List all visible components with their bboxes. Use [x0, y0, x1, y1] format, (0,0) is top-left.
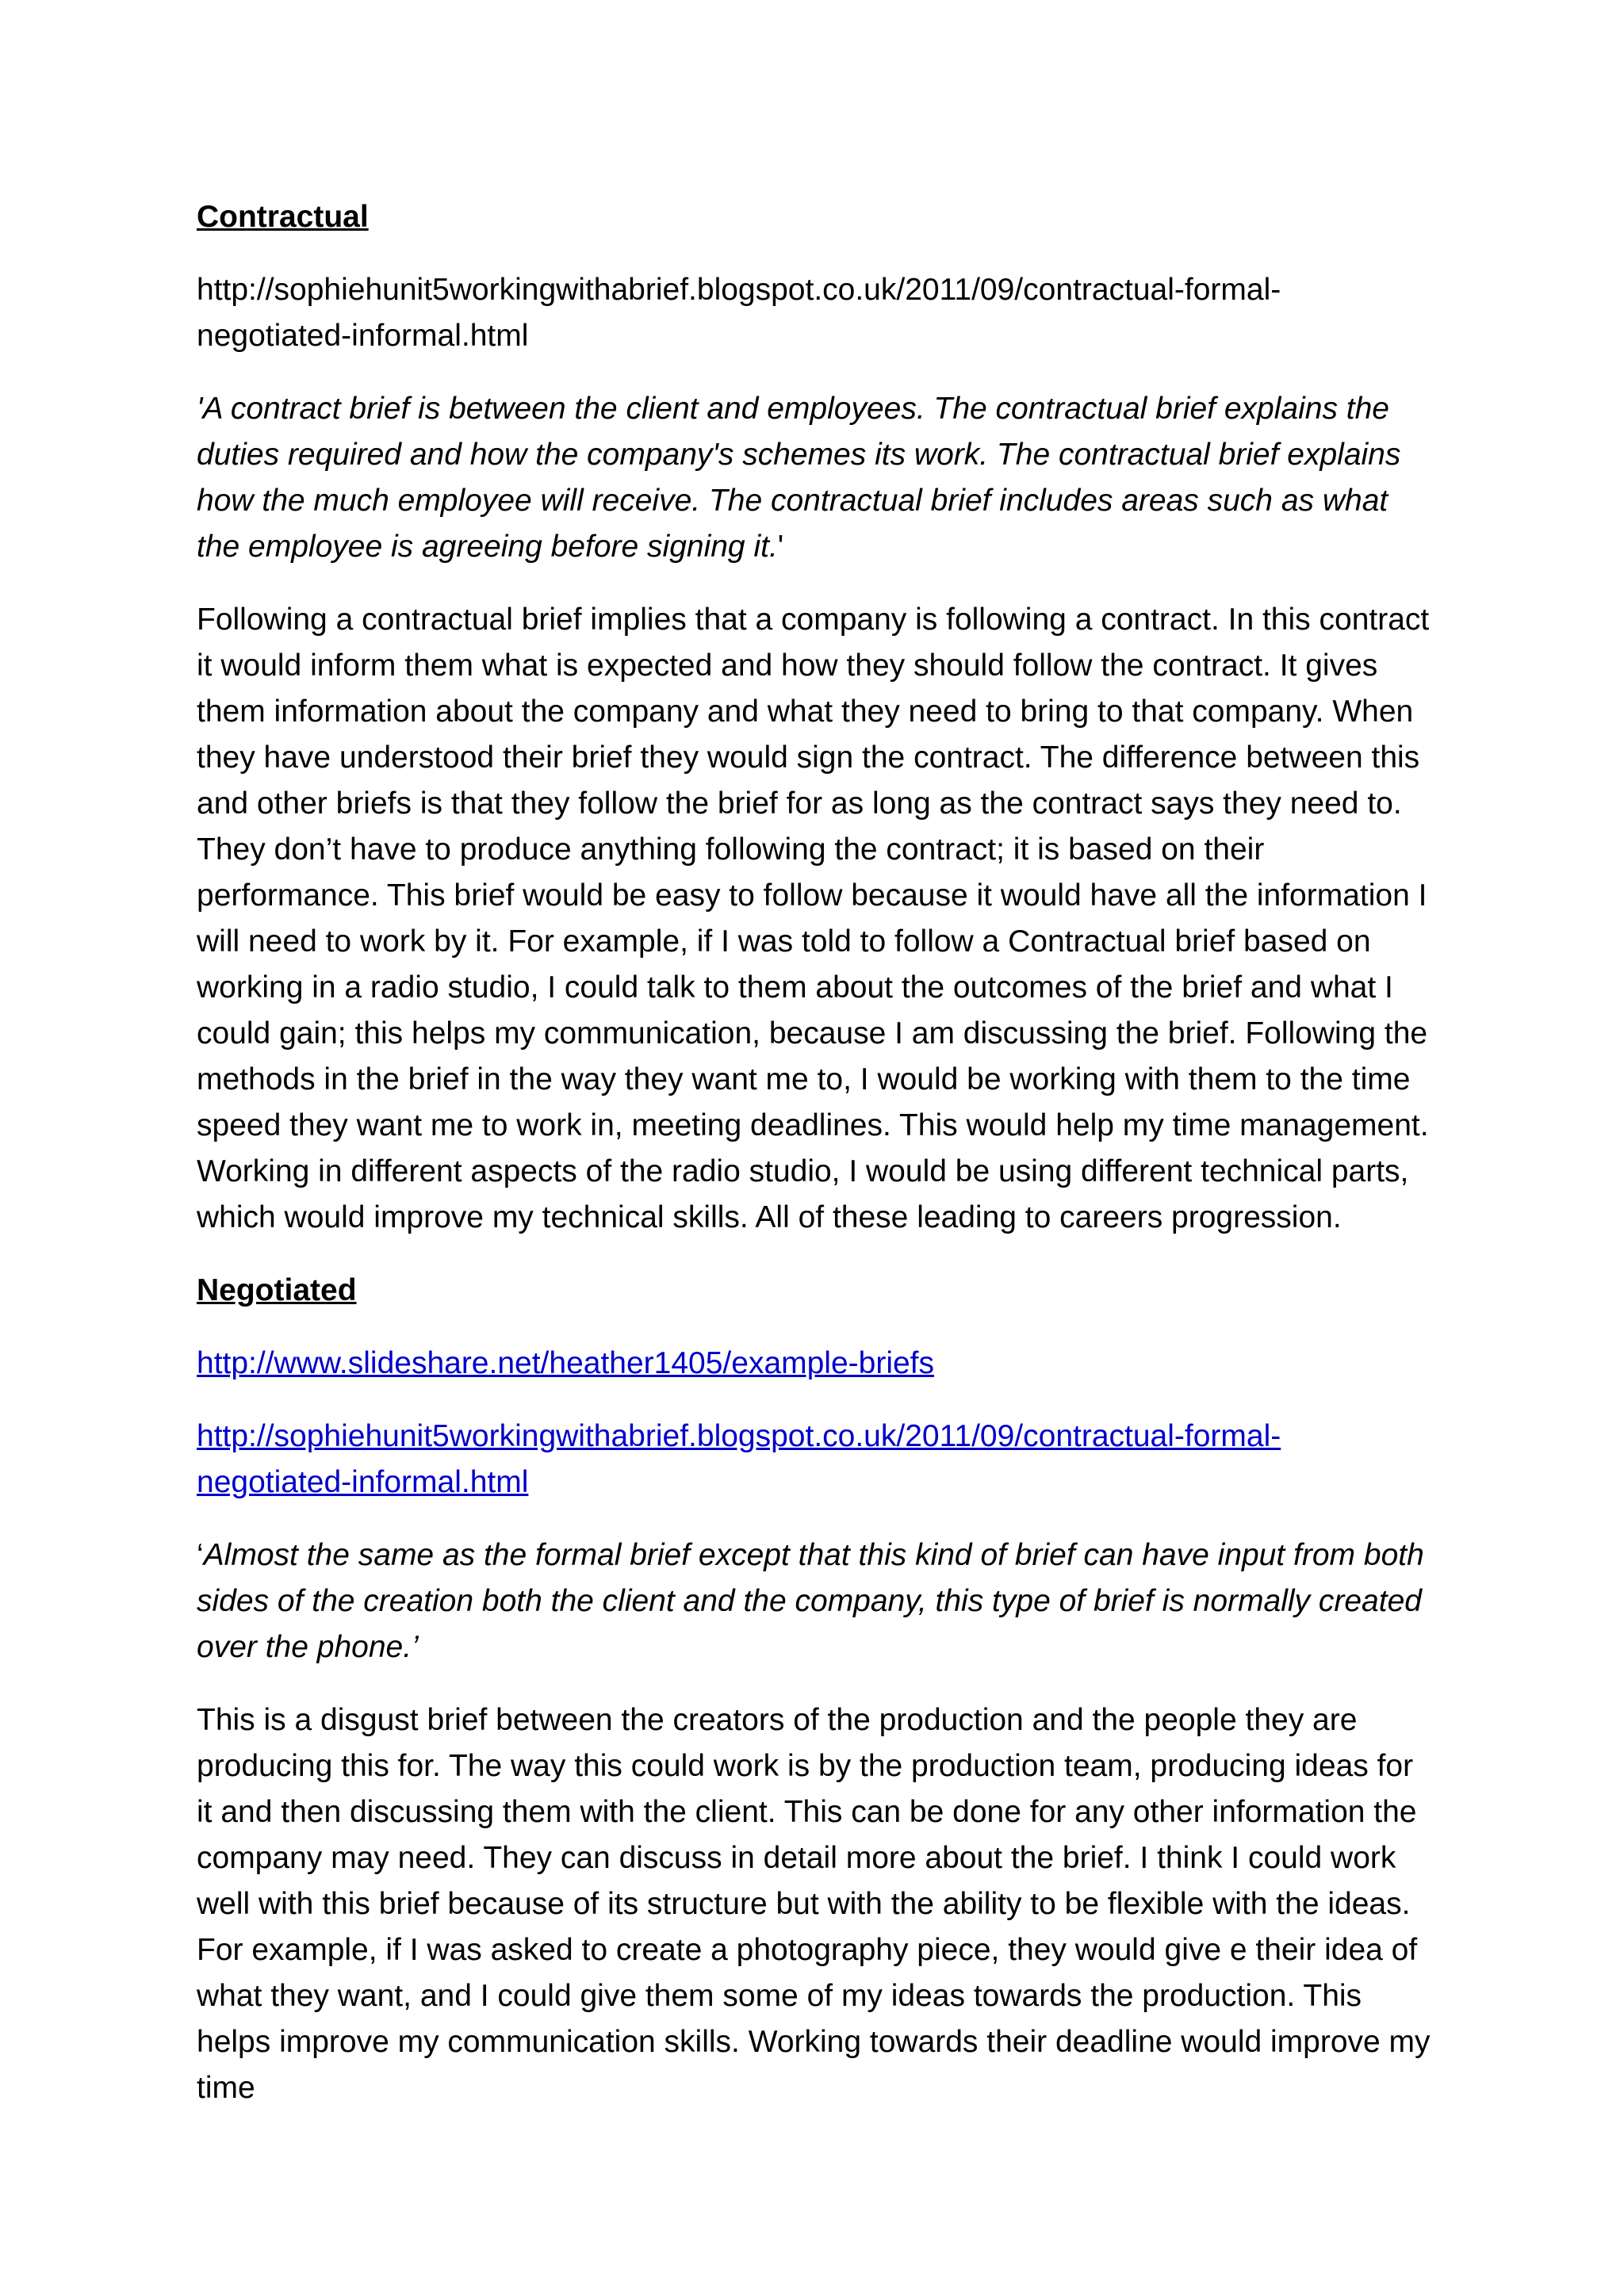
negotiated-body-paragraph: This is a disgust brief between the creators of the production and the people they are producing this for. The way this could work is by the production team, producing ideas for it and then discussing them with the client. This can be done for any other information the company may need. They can discuss in detail more about the brief. I think I could work well with this brief because of its structure but with the ability to be flexible with the ideas. For example, if I was asked to create a photography piece, they would give e their idea of what they want, and I could give them some of my ideas towards the production. This helps improve my communication skills. Working towards their deadline would improve my time [197, 1703, 1431, 2105]
source-url-text [197, 267, 1434, 359]
blogspot-link-line[interactable]: http://sophiehunit5workingwithabrief.blogspot.co.uk/2011/09/contractual-formal- [197, 1419, 1281, 1453]
quote-open-mark: ‘ [197, 1538, 204, 1572]
quote-text: 'A contract brief is between the client and employees. The contractual brief explains the duties required and how the company's schemes its work. The contractual brief explains how the much employee will receive. The contractual brief includes areas such as what the employee is agreeing before signing it. [197, 392, 1401, 564]
source-url-line: http://sophiehunit5workingwithabrief.blogspot.co.uk/2011/09/contractual-formal- [197, 273, 1281, 307]
section-heading-negotiated: Negotiated [197, 1273, 357, 1307]
contractual-body-paragraph: Following a contractual brief implies that a company is following a contract. In this contract it would inform them what is expected and how they should follow the contract. It gives them information about the company and what they need to bring to that company. When they have understood their brief they would sign the contract. The difference between this and other briefs is that they follow the brief for as long as the contract says they need to. They don’t have to produce anything following the contract; it is based on their performance. This brief would be easy to follow because it would have all the information I will need to work by it. For example, if I was told to follow a Contractual brief based on working in a radio studio, I could talk to them about the outcomes of the brief and what I could gain; this helps my communication, because I am discussing the brief. Following the methods in the brief in the way they want me to, I would be working with them to the time speed they want me to work in, meeting deadlines. This would help my time management. Working in different aspects of the radio studio, I would be using different technical parts, which would improve my technical skills. All of these leading to careers progression. [197, 603, 1430, 1234]
quote-text: Almost the same as the formal brief except that this kind of brief can have input from both sides of the creation both the client and the company, this type of brief is normally created over the phone.’ [197, 1538, 1424, 1664]
link-paragraph [197, 1341, 1434, 1387]
source-url-line: negotiated-informal.html [197, 319, 529, 353]
slideshare-link[interactable]: http://www.slideshare.net/heather1405/example-briefs [197, 1346, 935, 1380]
negotiated-quote [197, 1533, 1434, 1670]
contractual-quote [197, 386, 1434, 570]
link-paragraph [197, 1414, 1434, 1506]
document-page [197, 194, 1434, 2138]
blogspot-link-line[interactable]: negotiated-informal.html [197, 1465, 529, 1499]
section-heading-contractual: Contractual [197, 200, 369, 234]
quote-close-mark: ' [777, 530, 784, 564]
